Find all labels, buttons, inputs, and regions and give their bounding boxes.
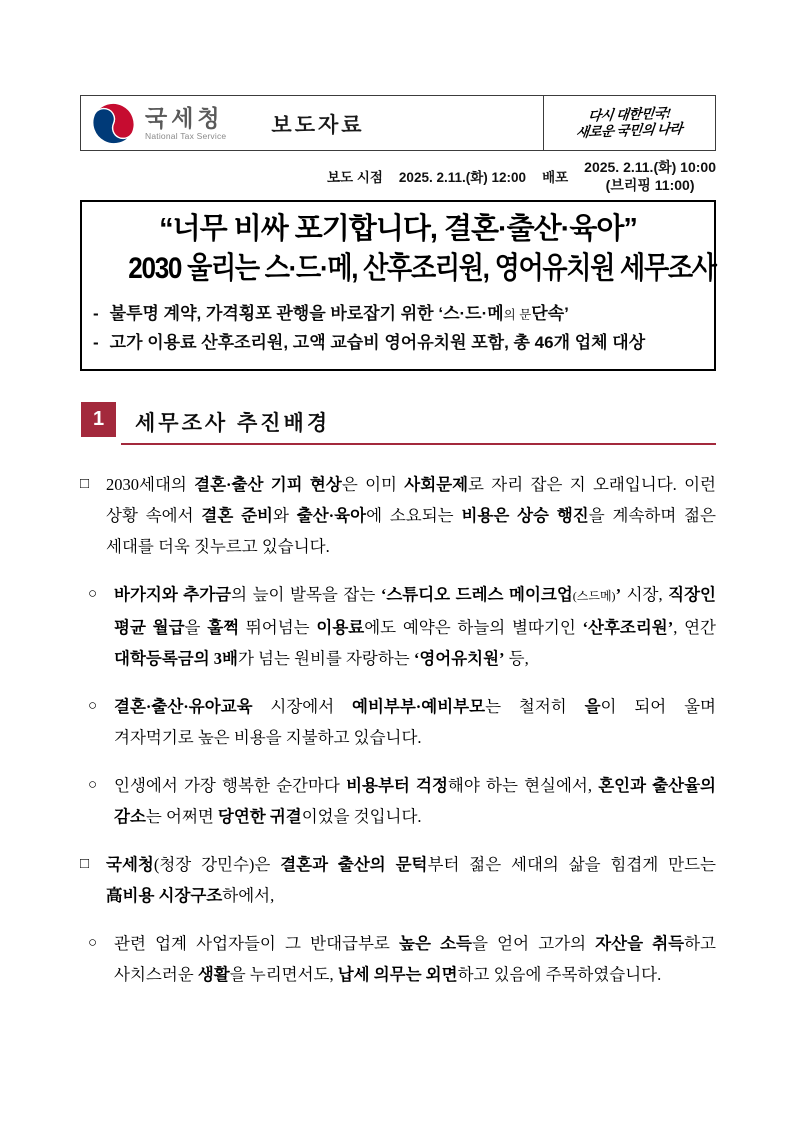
text-run: 와	[273, 506, 297, 526]
headline-box	[80, 200, 716, 371]
body-paragraph	[80, 691, 716, 753]
square-bullet-icon: □	[80, 856, 90, 873]
emphasis-text: 자산을 취득	[595, 934, 685, 954]
body-paragraph	[80, 849, 716, 911]
emphasis-text: 바가지와 추가금	[114, 585, 232, 605]
text-run: 에 소요되는	[366, 506, 462, 526]
text-run: 인생에서 가장 행복한 순간마다	[114, 776, 347, 796]
header-box	[80, 95, 716, 151]
emphasis-text: 납세 의무는 외면	[337, 965, 458, 985]
release-datetime: 2025. 2.11.(화) 12:00	[398, 170, 527, 185]
emphasis-text: 사회문제	[404, 475, 469, 495]
emphasis-text: 이용료	[316, 618, 365, 638]
emphasis-text: 을	[584, 697, 601, 717]
text-run: 는 어쩌면	[145, 807, 218, 827]
section-number-badge: 1	[81, 402, 116, 437]
emphasis-text: 산후조리원	[201, 333, 284, 353]
text-run: 을	[184, 618, 208, 638]
emphasis-text: 높은 소득	[399, 934, 472, 954]
section-title: 세무조사 추진배경	[135, 412, 331, 436]
emphasis-text: 결혼과 출산의 문턱	[280, 855, 428, 875]
paragraph-text	[114, 928, 716, 990]
text-run: 시장에서	[252, 697, 353, 717]
circle-bullet-icon: ○	[88, 698, 98, 715]
text-run: 하에서,	[222, 886, 275, 906]
section-header	[80, 402, 716, 448]
headline-subtitle-item	[88, 329, 708, 356]
doc-type-title: 보도자료	[271, 113, 365, 137]
dash-bullet: -	[93, 333, 99, 353]
emphasis-text: 출산·육아	[296, 506, 367, 526]
emphasis-text: ‘산후조리원’	[582, 618, 674, 638]
paragraph-text	[114, 770, 716, 832]
text-run: 등,	[504, 649, 529, 669]
text-run: 을 얻어 고가의	[472, 934, 596, 954]
text-run: 관련 업계 사업자들이 그 반대급부로	[114, 934, 400, 954]
paragraph-text	[106, 469, 716, 562]
emphasis-text: 훌쩍	[207, 618, 240, 638]
text-run: 2030세대의	[106, 475, 195, 495]
text-run: 이었을 것입니다.	[301, 807, 422, 827]
slogan-line-1: 다시 대한민국!	[587, 106, 672, 124]
page-content	[80, 95, 716, 1007]
emphasis-text: 단속’	[531, 304, 569, 324]
body-paragraph	[80, 770, 716, 832]
text-run: 이 되어 울며 겨자먹기로 높은 비용을 지불하고 있습니다.	[114, 697, 716, 748]
text-run: 의 늪이 발목을 잡는	[231, 585, 381, 605]
text-run: 부터 젊은 세대의 삶을 힘겹게 만드는	[427, 855, 716, 875]
text-run: 하고 있음에 주목하였습니다.	[457, 965, 662, 985]
emphasis-text: 생활	[197, 965, 230, 985]
text-run: 에도 예약은 하늘의 별따기인	[364, 618, 583, 638]
text-run: 는 철저히	[485, 697, 585, 717]
emphasis-text: 비용은 상승 행진	[461, 506, 589, 526]
text-run: 시장,	[621, 585, 669, 605]
release-schedule-row	[80, 156, 716, 196]
text-run: 은 이미	[341, 475, 405, 495]
paragraph-text	[106, 849, 716, 911]
agency-name-en: National Tax Service	[145, 131, 227, 142]
text-run: 포함,	[466, 333, 514, 353]
text-run: 을 계속하며 젊은 세대를 더욱 짓누르고 있습니다.	[106, 506, 716, 557]
text-run: 하고 사치스러운	[114, 934, 716, 985]
emphasis-text: 총 46개 업체 대상	[513, 333, 646, 353]
text-run: 불투명 계약, 가격횡포 관행을 바로잡기 위한	[109, 304, 439, 324]
distribution-label: 배포	[542, 170, 569, 185]
dash-bullet: -	[93, 304, 99, 324]
circle-bullet-icon: ○	[88, 935, 98, 952]
text-run: , 연간	[673, 618, 716, 638]
emphasis-text: 혼인과 출산율의 감소	[114, 776, 716, 827]
text-run: 뛰어넘는	[239, 618, 317, 638]
emphasis-text: 영어유치원	[384, 333, 467, 353]
emphasis-text: 대학등록금의 3배	[114, 649, 238, 669]
headline-subtitle-list	[88, 300, 708, 356]
emphasis-text: 결혼·출산 기피 현상	[194, 475, 342, 495]
emphasis-text: ‘영어유치원’	[413, 649, 505, 669]
headline-line-1: “너무 비싸 포기합니다, 결혼·출산·육아”	[159, 213, 637, 245]
circle-bullet-icon: ○	[88, 586, 98, 603]
body-paragraph	[80, 579, 716, 674]
emphasis-text: 예비부부·예비부모	[352, 697, 486, 717]
emphasis-text: 高비용 시장구조	[106, 886, 223, 906]
text-run: 고가 이용료	[109, 333, 202, 353]
slogan-line-2: 새로운 국민의 나라	[575, 121, 684, 140]
distribution-datetime: 2025. 2.11.(화) 10:00	[584, 158, 716, 175]
slogan-box	[543, 96, 715, 150]
headline-line-2: 2030 울리는 스·드·메, 산후조리원, 영어유치원 세무조사	[128, 251, 716, 285]
distribution-datetime-block	[584, 158, 716, 194]
release-label: 보도 시점	[327, 170, 383, 185]
emphasis-text: 결혼·출산·유아교육	[114, 697, 253, 717]
paragraph-text	[114, 579, 716, 674]
text-run: 로 자리 잡은 지 오래입니다. 이런 상황 속에서	[106, 475, 716, 526]
square-bullet-icon: □	[80, 476, 90, 493]
text-run: 가 넘는 원비를 자랑하는	[237, 649, 414, 669]
text-run: , 고액 교습비	[283, 333, 385, 353]
body-paragraph	[80, 928, 716, 990]
small-text: (스드메)	[572, 589, 616, 604]
emphasis-text: 비용부터 걱정	[346, 776, 448, 796]
body-paragraph	[80, 469, 716, 562]
small-text: 의 문	[503, 308, 532, 323]
text-run: (청장 강민수)은	[153, 855, 281, 875]
subtitle-text	[110, 329, 645, 356]
emphasis-text: ‘스·드·메	[438, 304, 504, 324]
agency-name: 국세청	[145, 104, 224, 131]
headline-subtitle-item	[88, 300, 708, 329]
emphasis-text: 당연한 귀결	[217, 807, 302, 827]
text-run: 해야 하는 현실에서,	[447, 776, 599, 796]
emphasis-text: 직장인 평균 월급	[114, 585, 716, 638]
distribution-briefing-note: (브리핑 11:00)	[605, 177, 695, 193]
text-run: 을 누리면서도,	[229, 965, 338, 985]
subtitle-text	[110, 300, 569, 329]
section-underline	[121, 443, 716, 445]
emphasis-text: 결혼 준비	[201, 506, 273, 526]
emphasis-text: ‘스튜디오 드레스 메이크업	[380, 585, 573, 605]
body-paragraphs	[80, 469, 716, 990]
emphasis-text: 국세청	[106, 855, 154, 875]
circle-bullet-icon: ○	[88, 777, 98, 794]
emphasis-text: ’	[615, 585, 622, 605]
paragraph-text	[114, 691, 716, 753]
